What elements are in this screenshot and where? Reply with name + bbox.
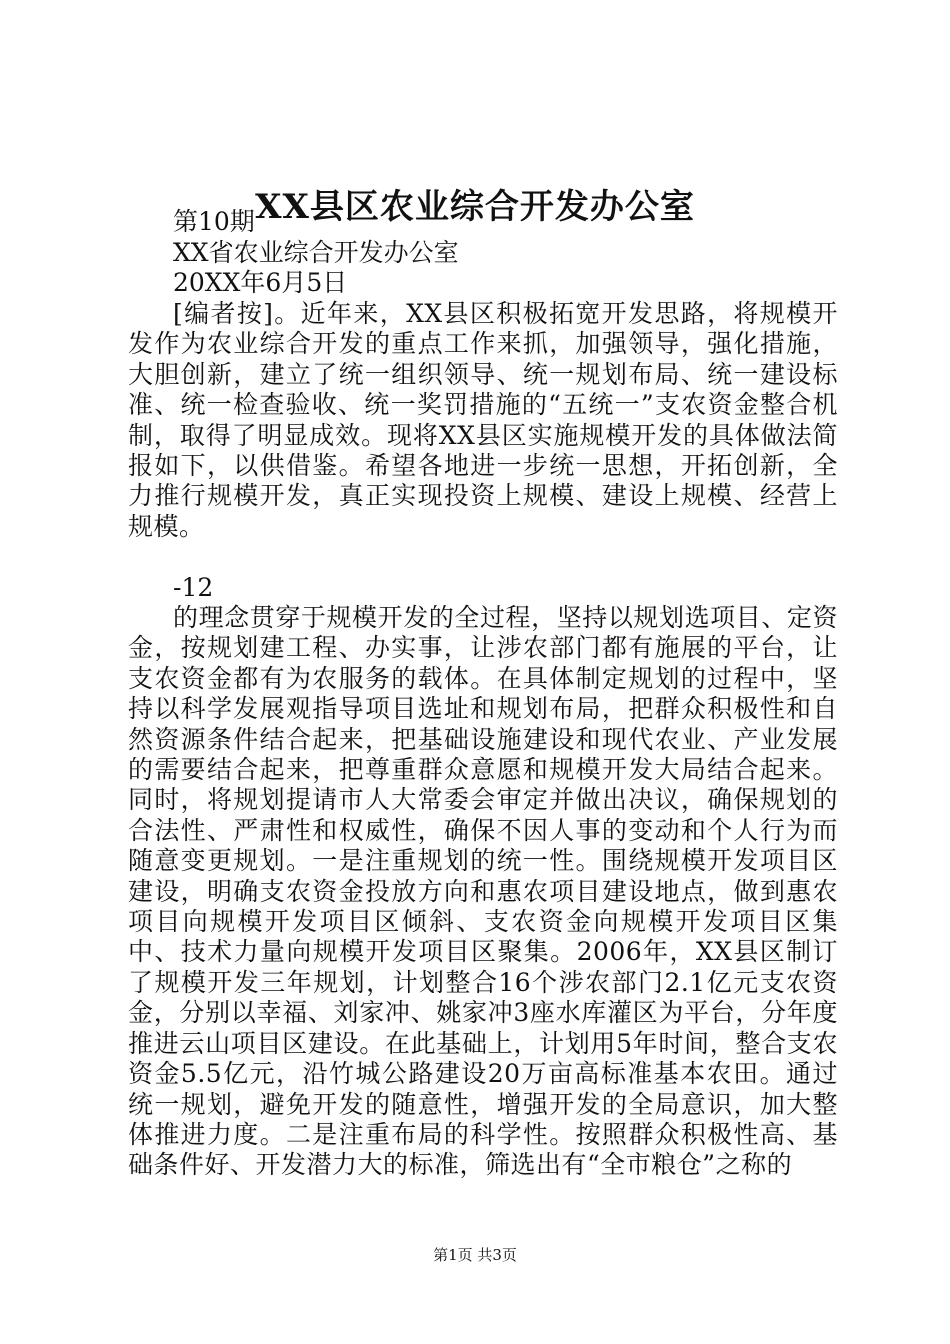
page-fragment-marker: -12 [173, 573, 214, 602]
issue-number: 第10期 [173, 207, 255, 236]
body-paragraph: 的理念贯穿于规模开发的全过程，坚持以规划选项目、定资金，按规划建工程、办实事，让涉农部门都有施展的平台，让支农资金都有为农服务的载体。在具体制定规划的过程中，坚持以科学发展观指导项目选址和规划布局，把群众积极性和自然资源条件结合起来，把基础设施建设和现代农业、产业发展的需要结合起来，把尊重群众意愿和规模开发大局结合起来。同时，将规划提请市人大常委会审定并做出决议，确保规划的合法性、严肃性和权威性，确保不因人事的变动和个人行为而随意变更规划。一是注重规划的统一性。围绕规模开发项目区建设，明确支农资金投放方向和惠农项目建设地点，做到惠农项目向规模开发项目区倾斜、支农资金向规模开发项目区集中、技术力量向规模开发项目区聚集。2006年，XX县区制订了规模开发三年规划，计划整合16个涉农部门2.1亿元支农资金，分别以幸福、刘家冲、姚家冲3座水库灌区为平台，分年度推进云山项目区建设。在此基础上，计划用5年时间，整合支农资金5.5亿元，沿竹城公路建设20万亩高标准基本农田。通过统一规划，避免开发的随意性，增强开发的全局意识，加大整体推进力度。二是注重布局的科学性。按照群众积极性高、基础条件好、开发潜力大的标准，筛选出有“全市粮仓”之称的 [128, 603, 838, 1180]
document-title: XX县区农业综合开发办公室 [255, 187, 695, 227]
page-footer: 第1页 共3页 [433, 1246, 517, 1264]
editor-note-paragraph: [编者按]。近年来，XX县区积极拓宽开发思路，将规模开发作为农业综合开发的重点工作来抓，加强领导，强化措施，大胆创新，建立了统一组织领导、统一规划布局、统一建设标准、统一检查验收、统一奖罚措施的“五统一”支农资金整合机制，取得了明显成效。现将XX县区实施规模开发的具体做法简报如下，以供借鉴。希望各地进一步统一思想，开拓创新，全力推行规模开发，真正实现投资上规模、建设上规模、经营上规模。 [128, 299, 838, 541]
date-line: 20XX年6月5日 [173, 268, 348, 297]
issuer-line: XX省农业综合开发办公室 [173, 238, 459, 267]
